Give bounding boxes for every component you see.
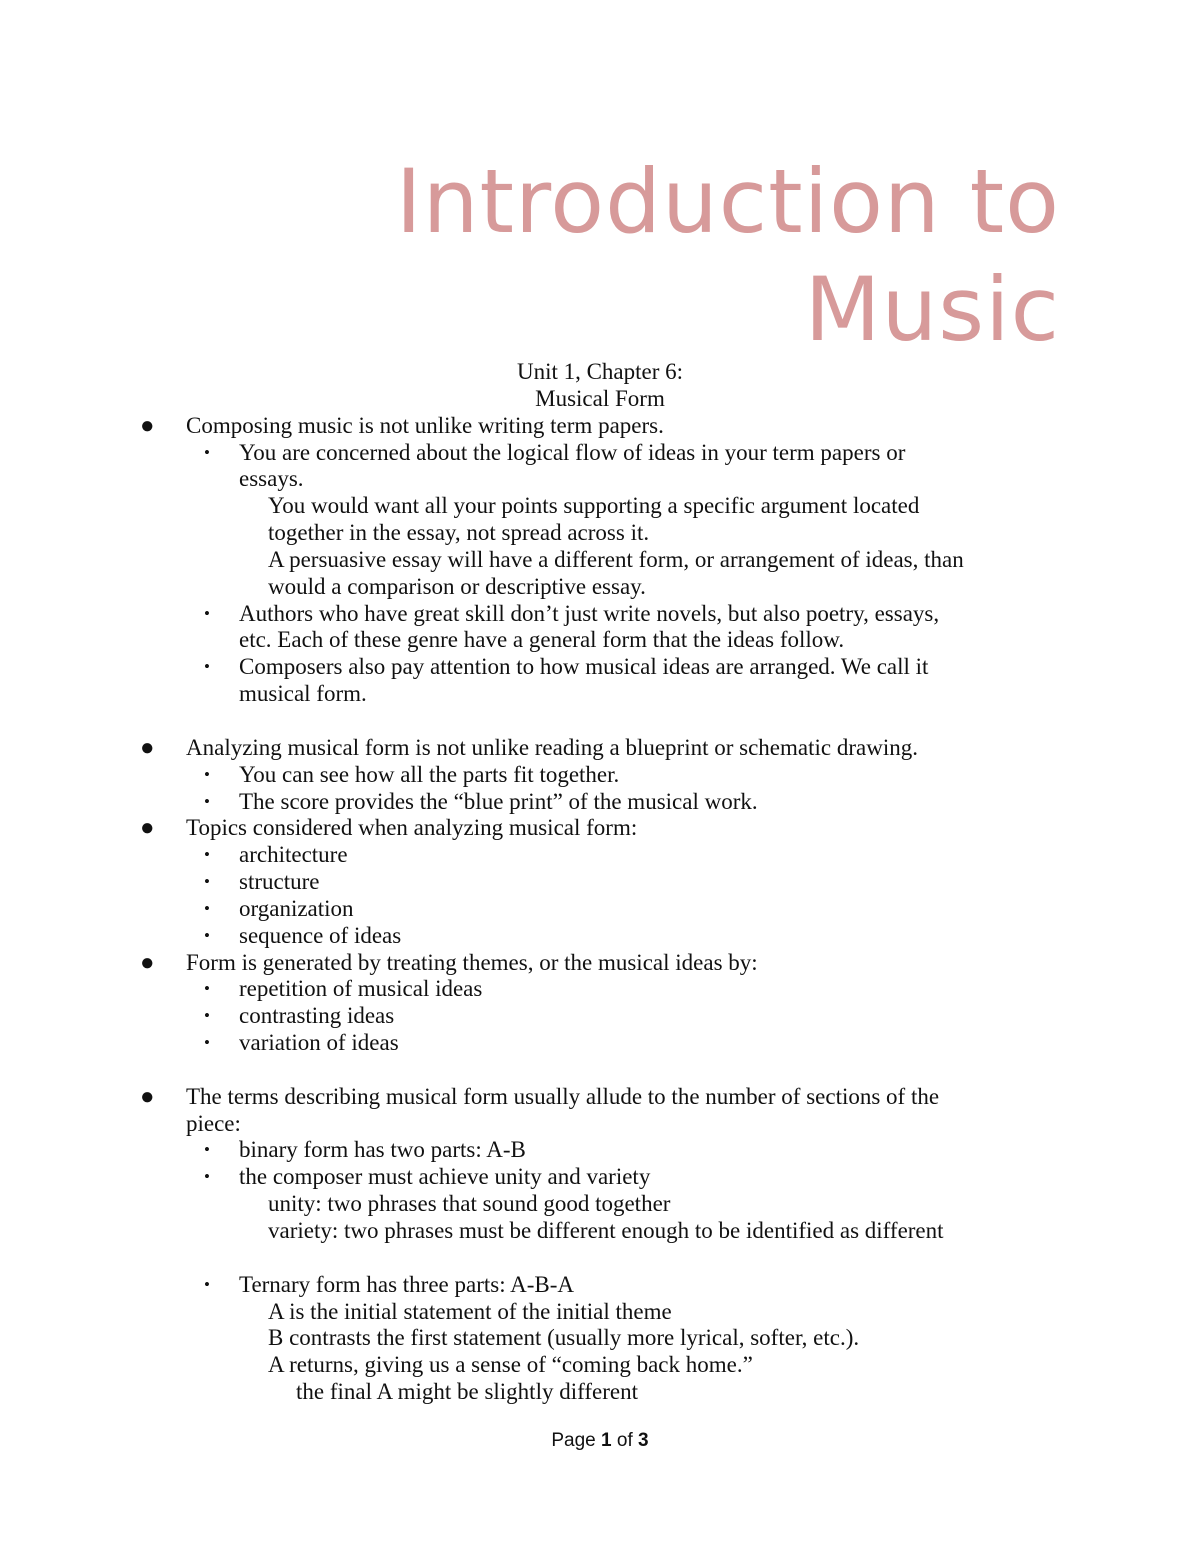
bullet-icon: ● — [140, 815, 155, 842]
list-item: ● The terms describing musical form usually allude to the number of sections of the — [140, 1083, 940, 1110]
list-item-continuation: etc. Each of these genre have a general form that the ideas follow. — [239, 627, 845, 653]
bullet-icon: • — [204, 845, 210, 865]
list-item: variety: two phrases must be different enough to be identified as different — [268, 1218, 944, 1243]
list-item: • structure — [204, 869, 320, 895]
list-item: • variation of ideas — [204, 1030, 399, 1056]
list-item: B contrasts the first statement (usually more lyrical, softer, etc.). — [268, 1325, 860, 1351]
bullet-icon: • — [204, 1167, 210, 1187]
list-item: • the composer must achieve unity and variety — [204, 1164, 651, 1190]
list-item-continuation: musical form. — [239, 681, 367, 707]
list-item: • The score provides the “blue print” of the musical work. — [204, 788, 758, 814]
bullet-icon: • — [204, 925, 210, 945]
page-footer — [0, 1430, 1200, 1452]
document-title-line-1: Introduction to — [395, 150, 1060, 253]
bullet-icon: • — [204, 657, 210, 677]
list-item-continuation: together in the essay, not spread across it. — [268, 520, 650, 546]
list-item: A is the initial statement of the initial theme — [268, 1298, 672, 1324]
document-title — [360, 148, 1060, 364]
bullet-icon: ● — [140, 949, 155, 976]
bullet-icon: • — [204, 791, 210, 811]
bullet-icon: ● — [140, 412, 155, 439]
bullet-icon: • — [204, 1140, 210, 1160]
list-item: ● Analyzing musical form is not unlike reading a blueprint or schematic drawing. — [140, 734, 918, 761]
list-item-continuation: piece: — [186, 1110, 241, 1136]
blank-line — [0, 1057, 1200, 1084]
list-item: • contrasting ideas — [204, 1003, 395, 1029]
list-item: ● Topics considered when analyzing musical form: — [140, 815, 638, 842]
bullet-icon: • — [204, 1274, 210, 1294]
document-title-line-2: Music — [804, 258, 1060, 361]
list-item: • Composers also pay attention to how musical ideas are arranged. We call it — [204, 654, 929, 680]
bullet-icon: • — [204, 872, 210, 892]
list-item: ● Composing music is not unlike writing term papers. — [140, 412, 664, 439]
bullet-icon: • — [204, 979, 210, 999]
list-item: the final A might be slightly different — [296, 1379, 638, 1405]
list-item: • Ternary form has three parts: A-B-A — [204, 1271, 574, 1297]
blank-line — [0, 708, 1200, 735]
list-item: • repetition of musical ideas — [204, 976, 483, 1002]
bullet-icon: ● — [140, 1083, 155, 1110]
bullet-icon: ● — [140, 734, 155, 761]
list-item-continuation: would a comparison or descriptive essay. — [268, 573, 646, 599]
page-label: Page — [551, 1430, 596, 1451]
chapter-heading-line-2: Musical Form — [535, 385, 665, 411]
list-item: A persuasive essay will have a different form, or arrangement of ideas, than — [268, 546, 964, 572]
list-item: A returns, giving us a sense of “coming back home.” — [268, 1352, 753, 1378]
list-item: You would want all your points supporting a specific argument located — [268, 493, 920, 519]
list-item: • You are concerned about the logical flow of ideas in your term papers or — [204, 439, 906, 465]
bullet-icon: • — [204, 1033, 210, 1053]
page-total: 3 — [638, 1430, 649, 1451]
list-item: • binary form has two parts: A-B — [204, 1137, 526, 1163]
list-item: • organization — [204, 895, 354, 921]
bullet-icon: • — [204, 898, 210, 918]
bullet-icon: • — [204, 764, 210, 784]
list-item: • sequence of ideas — [204, 922, 402, 948]
list-item-continuation: essays. — [239, 466, 304, 492]
list-item: ● Form is generated by treating themes, or the musical ideas by: — [140, 949, 758, 976]
bullet-icon: • — [204, 1006, 210, 1026]
list-item: • architecture — [204, 842, 348, 868]
list-item: • Authors who have great skill don’t just write novels, but also poetry, essays, — [204, 600, 940, 626]
list-item: unity: two phrases that sound good together — [268, 1191, 671, 1217]
chapter-heading-line-1: Unit 1, Chapter 6: — [516, 359, 684, 384]
page-number: 1 — [601, 1430, 612, 1451]
document-body — [0, 359, 1200, 1406]
blank-line — [0, 1245, 1200, 1272]
list-item: • You can see how all the parts fit together. — [204, 761, 620, 787]
bullet-icon: • — [204, 442, 210, 462]
of-label: of — [616, 1430, 633, 1451]
bullet-icon: • — [204, 603, 210, 623]
